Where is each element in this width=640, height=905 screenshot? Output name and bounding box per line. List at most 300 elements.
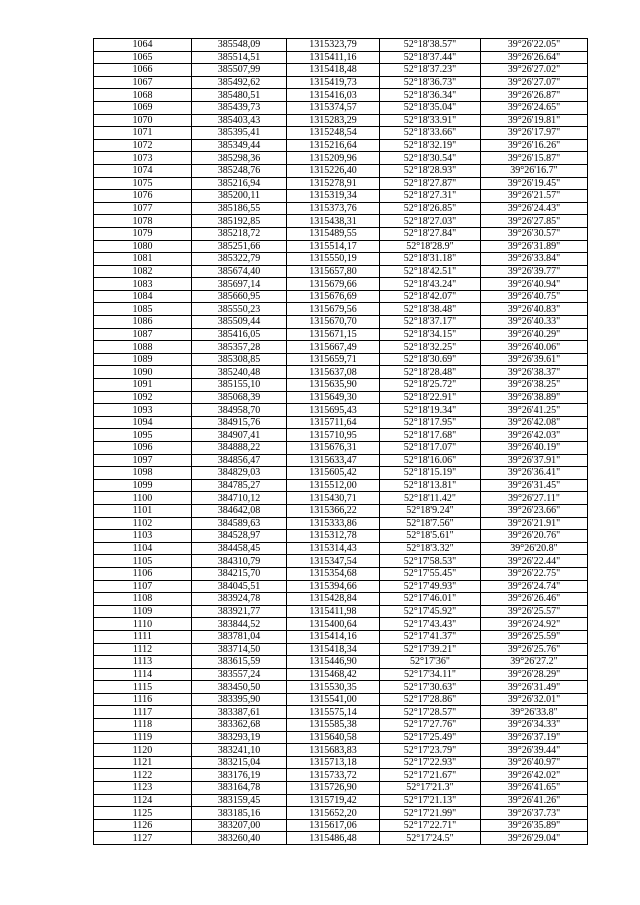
- table-row: [94, 64, 588, 77]
- longitude-cell: 39°26'42.03": [481, 429, 588, 442]
- table-row: [94, 353, 588, 366]
- x-coordinate-cell: 383176,19: [192, 769, 287, 782]
- point-number-cell: 1115: [94, 681, 192, 694]
- table-row: [94, 744, 588, 757]
- x-coordinate-cell: 385403,43: [192, 114, 287, 127]
- latitude-cell: 52°17'21.67": [380, 769, 481, 782]
- table-row: [94, 164, 588, 177]
- x-coordinate-cell: 385395,41: [192, 127, 287, 140]
- y-coordinate-cell: 1315676,69: [287, 290, 380, 303]
- table-row: [94, 693, 588, 706]
- y-coordinate-cell: 1315711,64: [287, 416, 380, 429]
- latitude-cell: 52°18'31.18": [380, 253, 481, 266]
- latitude-cell: 52°18'34.15": [380, 328, 481, 341]
- longitude-cell: 39°26'30.57": [481, 227, 588, 240]
- y-coordinate-cell: 1315541,00: [287, 693, 380, 706]
- x-coordinate-cell: 385492,62: [192, 76, 287, 89]
- point-number-cell: 1075: [94, 177, 192, 190]
- point-number-cell: 1097: [94, 454, 192, 467]
- longitude-cell: 39°26'26.87": [481, 89, 588, 102]
- point-number-cell: 1112: [94, 643, 192, 656]
- x-coordinate-cell: 385216,94: [192, 177, 287, 190]
- table-row: [94, 479, 588, 492]
- longitude-cell: 39°26'24.43": [481, 202, 588, 215]
- latitude-cell: 52°17'58.53": [380, 555, 481, 568]
- table-row: [94, 265, 588, 278]
- point-number-cell: 1074: [94, 164, 192, 177]
- x-coordinate-cell: 383260,40: [192, 832, 287, 845]
- y-coordinate-cell: 1315530,35: [287, 681, 380, 694]
- x-coordinate-cell: 383395,90: [192, 693, 287, 706]
- longitude-cell: 39°26'17.97": [481, 127, 588, 140]
- latitude-cell: 52°18'19.34": [380, 404, 481, 417]
- y-coordinate-cell: 1315670,70: [287, 316, 380, 329]
- latitude-cell: 52°18'38.57": [380, 39, 481, 52]
- latitude-cell: 52°17'46.01": [380, 593, 481, 606]
- longitude-cell: 39°26'37.91": [481, 454, 588, 467]
- y-coordinate-cell: 1315657,80: [287, 265, 380, 278]
- longitude-cell: 39°26'16.26": [481, 139, 588, 152]
- x-coordinate-cell: 383159,45: [192, 794, 287, 807]
- longitude-cell: 39°26'27.11": [481, 492, 588, 505]
- x-coordinate-cell: 384045,51: [192, 580, 287, 593]
- x-coordinate-cell: 384958,70: [192, 404, 287, 417]
- x-coordinate-cell: 385514,51: [192, 51, 287, 64]
- point-number-cell: 1099: [94, 479, 192, 492]
- point-number-cell: 1079: [94, 227, 192, 240]
- longitude-cell: 39°26'33.84": [481, 253, 588, 266]
- table-row: [94, 530, 588, 543]
- point-number-cell: 1077: [94, 202, 192, 215]
- table-row: [94, 442, 588, 455]
- y-coordinate-cell: 1315512,00: [287, 479, 380, 492]
- y-coordinate-cell: 1315419,73: [287, 76, 380, 89]
- longitude-cell: 39°26'40.75": [481, 290, 588, 303]
- point-number-cell: 1104: [94, 542, 192, 555]
- latitude-cell: 52°18'11.42": [380, 492, 481, 505]
- table-row: [94, 706, 588, 719]
- x-coordinate-cell: 384710,12: [192, 492, 287, 505]
- longitude-cell: 39°26'39.77": [481, 265, 588, 278]
- point-number-cell: 1081: [94, 253, 192, 266]
- point-number-cell: 1064: [94, 39, 192, 52]
- longitude-cell: 39°26'41.65": [481, 782, 588, 795]
- y-coordinate-cell: 1315354,68: [287, 567, 380, 580]
- latitude-cell: 52°17'28.57": [380, 706, 481, 719]
- point-number-cell: 1083: [94, 278, 192, 291]
- point-number-cell: 1125: [94, 807, 192, 820]
- y-coordinate-cell: 1315438,31: [287, 215, 380, 228]
- latitude-cell: 52°17'28.86": [380, 693, 481, 706]
- x-coordinate-cell: 383215,04: [192, 756, 287, 769]
- x-coordinate-cell: 385068,39: [192, 391, 287, 404]
- x-coordinate-cell: 383387,61: [192, 706, 287, 719]
- longitude-cell: 39°26'15.87": [481, 152, 588, 165]
- x-coordinate-cell: 385439,73: [192, 101, 287, 114]
- longitude-cell: 39°26'28.29": [481, 668, 588, 681]
- latitude-cell: 52°17'39.21": [380, 643, 481, 656]
- longitude-cell: 39°26'23.66": [481, 504, 588, 517]
- y-coordinate-cell: 1315605,42: [287, 467, 380, 480]
- point-number-cell: 1091: [94, 379, 192, 392]
- x-coordinate-cell: 384528,97: [192, 530, 287, 543]
- y-coordinate-cell: 1315679,66: [287, 278, 380, 291]
- longitude-cell: 39°26'21.91": [481, 517, 588, 530]
- point-number-cell: 1096: [94, 442, 192, 455]
- table-row: [94, 139, 588, 152]
- point-number-cell: 1121: [94, 756, 192, 769]
- y-coordinate-cell: 1315373,76: [287, 202, 380, 215]
- table-row: [94, 391, 588, 404]
- table-row: [94, 618, 588, 631]
- longitude-cell: 39°26'20.76": [481, 530, 588, 543]
- latitude-cell: 52°18'22.91": [380, 391, 481, 404]
- table-row: [94, 681, 588, 694]
- table-row: [94, 580, 588, 593]
- y-coordinate-cell: 1315347,54: [287, 555, 380, 568]
- table-row: [94, 341, 588, 354]
- longitude-cell: 39°26'27.2": [481, 656, 588, 669]
- y-coordinate-cell: 1315428,84: [287, 593, 380, 606]
- latitude-cell: 52°18'28.93": [380, 164, 481, 177]
- longitude-cell: 39°26'36.41": [481, 467, 588, 480]
- table-row: [94, 416, 588, 429]
- x-coordinate-cell: 385660,95: [192, 290, 287, 303]
- point-number-cell: 1069: [94, 101, 192, 114]
- longitude-cell: 39°26'42.02": [481, 769, 588, 782]
- latitude-cell: 52°18'27.87": [380, 177, 481, 190]
- longitude-cell: 39°26'20.8": [481, 542, 588, 555]
- x-coordinate-cell: 385298,36: [192, 152, 287, 165]
- table-row: [94, 114, 588, 127]
- x-coordinate-cell: 383924,78: [192, 593, 287, 606]
- latitude-cell: 52°18'28.48": [380, 366, 481, 379]
- point-number-cell: 1117: [94, 706, 192, 719]
- latitude-cell: 52°17'21.99": [380, 807, 481, 820]
- y-coordinate-cell: 1315514,17: [287, 240, 380, 253]
- point-number-cell: 1072: [94, 139, 192, 152]
- latitude-cell: 52°18'36.73": [380, 76, 481, 89]
- longitude-cell: 39°26'26.64": [481, 51, 588, 64]
- point-number-cell: 1098: [94, 467, 192, 480]
- point-number-cell: 1085: [94, 303, 192, 316]
- x-coordinate-cell: 383844,52: [192, 618, 287, 631]
- latitude-cell: 52°17'45.92": [380, 605, 481, 618]
- latitude-cell: 52°18'17.07": [380, 442, 481, 455]
- latitude-cell: 52°17'21.3": [380, 782, 481, 795]
- latitude-cell: 52°18'7.56": [380, 517, 481, 530]
- table-row: [94, 290, 588, 303]
- point-number-cell: 1123: [94, 782, 192, 795]
- y-coordinate-cell: 1315713,18: [287, 756, 380, 769]
- longitude-cell: 39°26'16.7": [481, 164, 588, 177]
- point-number-cell: 1086: [94, 316, 192, 329]
- longitude-cell: 39°26'38.37": [481, 366, 588, 379]
- y-coordinate-cell: 1315468,42: [287, 668, 380, 681]
- point-number-cell: 1110: [94, 618, 192, 631]
- table-row: [94, 215, 588, 228]
- latitude-cell: 52°18'9.24": [380, 504, 481, 517]
- y-coordinate-cell: 1315575,14: [287, 706, 380, 719]
- latitude-cell: 52°18'33.66": [380, 127, 481, 140]
- table-row: [94, 101, 588, 114]
- y-coordinate-cell: 1315486,48: [287, 832, 380, 845]
- latitude-cell: 52°18'43.24": [380, 278, 481, 291]
- latitude-cell: 52°18'26.85": [380, 202, 481, 215]
- point-number-cell: 1095: [94, 429, 192, 442]
- table-row: [94, 555, 588, 568]
- y-coordinate-cell: 1315248,54: [287, 127, 380, 140]
- y-coordinate-cell: 1315640,58: [287, 731, 380, 744]
- table-row: [94, 517, 588, 530]
- latitude-cell: 52°18'42.51": [380, 265, 481, 278]
- point-number-cell: 1102: [94, 517, 192, 530]
- table-row: [94, 630, 588, 643]
- point-number-cell: 1114: [94, 668, 192, 681]
- longitude-cell: 39°26'24.92": [481, 618, 588, 631]
- latitude-cell: 52°18'37.17": [380, 316, 481, 329]
- latitude-cell: 52°17'24.5": [380, 832, 481, 845]
- point-number-cell: 1078: [94, 215, 192, 228]
- point-number-cell: 1107: [94, 580, 192, 593]
- table-row: [94, 542, 588, 555]
- latitude-cell: 52°18'36.34": [380, 89, 481, 102]
- point-number-cell: 1122: [94, 769, 192, 782]
- point-number-cell: 1070: [94, 114, 192, 127]
- point-number-cell: 1127: [94, 832, 192, 845]
- latitude-cell: 52°18'30.69": [380, 353, 481, 366]
- point-number-cell: 1113: [94, 656, 192, 669]
- x-coordinate-cell: 384215,70: [192, 567, 287, 580]
- x-coordinate-cell: 385240,48: [192, 366, 287, 379]
- table-row: [94, 76, 588, 89]
- x-coordinate-cell: 384589,63: [192, 517, 287, 530]
- x-coordinate-cell: 385548,09: [192, 39, 287, 52]
- x-coordinate-cell: 384310,79: [192, 555, 287, 568]
- coordinates-table-body: [94, 39, 588, 845]
- latitude-cell: 52°18'30.54": [380, 152, 481, 165]
- point-number-cell: 1118: [94, 719, 192, 732]
- x-coordinate-cell: 384829,03: [192, 467, 287, 480]
- table-row: [94, 794, 588, 807]
- y-coordinate-cell: 1315430,71: [287, 492, 380, 505]
- latitude-cell: 52°17'49.93": [380, 580, 481, 593]
- y-coordinate-cell: 1315333,86: [287, 517, 380, 530]
- table-row: [94, 454, 588, 467]
- table-row: [94, 328, 588, 341]
- latitude-cell: 52°17'21.13": [380, 794, 481, 807]
- latitude-cell: 52°18'42.07": [380, 290, 481, 303]
- longitude-cell: 39°26'40.97": [481, 756, 588, 769]
- longitude-cell: 39°26'37.73": [481, 807, 588, 820]
- x-coordinate-cell: 385186,55: [192, 202, 287, 215]
- point-number-cell: 1103: [94, 530, 192, 543]
- table-row: [94, 467, 588, 480]
- x-coordinate-cell: 385480,51: [192, 89, 287, 102]
- table-row: [94, 492, 588, 505]
- y-coordinate-cell: 1315411,98: [287, 605, 380, 618]
- latitude-cell: 52°18'32.19": [380, 139, 481, 152]
- latitude-cell: 52°18'16.06": [380, 454, 481, 467]
- point-number-cell: 1084: [94, 290, 192, 303]
- y-coordinate-cell: 1315366,22: [287, 504, 380, 517]
- y-coordinate-cell: 1315416,03: [287, 89, 380, 102]
- latitude-cell: 52°18'27.84": [380, 227, 481, 240]
- table-row: [94, 807, 588, 820]
- point-number-cell: 1082: [94, 265, 192, 278]
- x-coordinate-cell: 383241,10: [192, 744, 287, 757]
- latitude-cell: 52°17'25.49": [380, 731, 481, 744]
- table-row: [94, 240, 588, 253]
- y-coordinate-cell: 1315550,19: [287, 253, 380, 266]
- y-coordinate-cell: 1315374,57: [287, 101, 380, 114]
- longitude-cell: 39°26'32.01": [481, 693, 588, 706]
- latitude-cell: 52°18'37.44": [380, 51, 481, 64]
- y-coordinate-cell: 1315679,56: [287, 303, 380, 316]
- point-number-cell: 1116: [94, 693, 192, 706]
- point-number-cell: 1124: [94, 794, 192, 807]
- longitude-cell: 39°26'34.33": [481, 719, 588, 732]
- longitude-cell: 39°26'41.25": [481, 404, 588, 417]
- table-row: [94, 756, 588, 769]
- table-row: [94, 51, 588, 64]
- point-number-cell: 1093: [94, 404, 192, 417]
- point-number-cell: 1100: [94, 492, 192, 505]
- x-coordinate-cell: 383207,00: [192, 819, 287, 832]
- longitude-cell: 39°26'26.46": [481, 593, 588, 606]
- x-coordinate-cell: 383714,50: [192, 643, 287, 656]
- y-coordinate-cell: 1315683,83: [287, 744, 380, 757]
- table-row: [94, 593, 588, 606]
- longitude-cell: 39°26'40.19": [481, 442, 588, 455]
- y-coordinate-cell: 1315323,79: [287, 39, 380, 52]
- y-coordinate-cell: 1315726,90: [287, 782, 380, 795]
- point-number-cell: 1066: [94, 64, 192, 77]
- latitude-cell: 52°18'35.04": [380, 101, 481, 114]
- y-coordinate-cell: 1315649,30: [287, 391, 380, 404]
- y-coordinate-cell: 1315671,15: [287, 328, 380, 341]
- x-coordinate-cell: 385251,66: [192, 240, 287, 253]
- y-coordinate-cell: 1315446,90: [287, 656, 380, 669]
- latitude-cell: 52°17'22.71": [380, 819, 481, 832]
- point-number-cell: 1108: [94, 593, 192, 606]
- longitude-cell: 39°26'19.45": [481, 177, 588, 190]
- point-number-cell: 1109: [94, 605, 192, 618]
- table-row: [94, 227, 588, 240]
- longitude-cell: 39°26'24.74": [481, 580, 588, 593]
- table-row: [94, 379, 588, 392]
- table-row: [94, 832, 588, 845]
- x-coordinate-cell: 385674,40: [192, 265, 287, 278]
- x-coordinate-cell: 385349,44: [192, 139, 287, 152]
- longitude-cell: 39°26'35.89": [481, 819, 588, 832]
- x-coordinate-cell: 385192,85: [192, 215, 287, 228]
- table-row: [94, 769, 588, 782]
- y-coordinate-cell: 1315489,55: [287, 227, 380, 240]
- table-row: [94, 127, 588, 140]
- longitude-cell: 39°26'33.8": [481, 706, 588, 719]
- y-coordinate-cell: 1315633,47: [287, 454, 380, 467]
- latitude-cell: 52°17'43.43": [380, 618, 481, 631]
- point-number-cell: 1119: [94, 731, 192, 744]
- longitude-cell: 39°26'27.85": [481, 215, 588, 228]
- longitude-cell: 39°26'40.94": [481, 278, 588, 291]
- table-row: [94, 782, 588, 795]
- x-coordinate-cell: 383557,24: [192, 668, 287, 681]
- table-row: [94, 719, 588, 732]
- table-row: [94, 253, 588, 266]
- y-coordinate-cell: 1315414,16: [287, 630, 380, 643]
- table-row: [94, 316, 588, 329]
- x-coordinate-cell: 384458,45: [192, 542, 287, 555]
- longitude-cell: 39°26'24.65": [481, 101, 588, 114]
- longitude-cell: 39°26'27.02": [481, 64, 588, 77]
- longitude-cell: 39°26'40.29": [481, 328, 588, 341]
- point-number-cell: 1080: [94, 240, 192, 253]
- x-coordinate-cell: 385509,44: [192, 316, 287, 329]
- y-coordinate-cell: 1315710,95: [287, 429, 380, 442]
- y-coordinate-cell: 1315617,06: [287, 819, 380, 832]
- table-row: [94, 190, 588, 203]
- point-number-cell: 1090: [94, 366, 192, 379]
- x-coordinate-cell: 384642,08: [192, 504, 287, 517]
- x-coordinate-cell: 385357,28: [192, 341, 287, 354]
- x-coordinate-cell: 383362,68: [192, 719, 287, 732]
- point-number-cell: 1073: [94, 152, 192, 165]
- y-coordinate-cell: 1315418,34: [287, 643, 380, 656]
- x-coordinate-cell: 385155,10: [192, 379, 287, 392]
- longitude-cell: 39°26'27.07": [481, 76, 588, 89]
- y-coordinate-cell: 1315216,64: [287, 139, 380, 152]
- longitude-cell: 39°26'31.89": [481, 240, 588, 253]
- point-number-cell: 1087: [94, 328, 192, 341]
- longitude-cell: 39°26'19.81": [481, 114, 588, 127]
- longitude-cell: 39°26'22.44": [481, 555, 588, 568]
- x-coordinate-cell: 383781,04: [192, 630, 287, 643]
- point-number-cell: 1106: [94, 567, 192, 580]
- x-coordinate-cell: 383185,16: [192, 807, 287, 820]
- table-row: [94, 656, 588, 669]
- y-coordinate-cell: 1315676,31: [287, 442, 380, 455]
- x-coordinate-cell: 385697,14: [192, 278, 287, 291]
- x-coordinate-cell: 384785,27: [192, 479, 287, 492]
- latitude-cell: 52°18'37.23": [380, 64, 481, 77]
- latitude-cell: 52°18'5.61": [380, 530, 481, 543]
- point-number-cell: 1120: [94, 744, 192, 757]
- longitude-cell: 39°26'38.89": [481, 391, 588, 404]
- y-coordinate-cell: 1315319,34: [287, 190, 380, 203]
- point-number-cell: 1111: [94, 630, 192, 643]
- x-coordinate-cell: 385416,05: [192, 328, 287, 341]
- longitude-cell: 39°26'22.05": [481, 39, 588, 52]
- table-row: [94, 668, 588, 681]
- longitude-cell: 39°26'25.59": [481, 630, 588, 643]
- x-coordinate-cell: 384856,47: [192, 454, 287, 467]
- y-coordinate-cell: 1315585,38: [287, 719, 380, 732]
- y-coordinate-cell: 1315667,49: [287, 341, 380, 354]
- x-coordinate-cell: 383921,77: [192, 605, 287, 618]
- point-number-cell: 1065: [94, 51, 192, 64]
- x-coordinate-cell: 385322,79: [192, 253, 287, 266]
- y-coordinate-cell: 1315695,43: [287, 404, 380, 417]
- table-row: [94, 89, 588, 102]
- longitude-cell: 39°26'31.49": [481, 681, 588, 694]
- table-row: [94, 202, 588, 215]
- latitude-cell: 52°18'33.91": [380, 114, 481, 127]
- latitude-cell: 52°17'22.93": [380, 756, 481, 769]
- longitude-cell: 39°26'37.19": [481, 731, 588, 744]
- latitude-cell: 52°17'36": [380, 656, 481, 669]
